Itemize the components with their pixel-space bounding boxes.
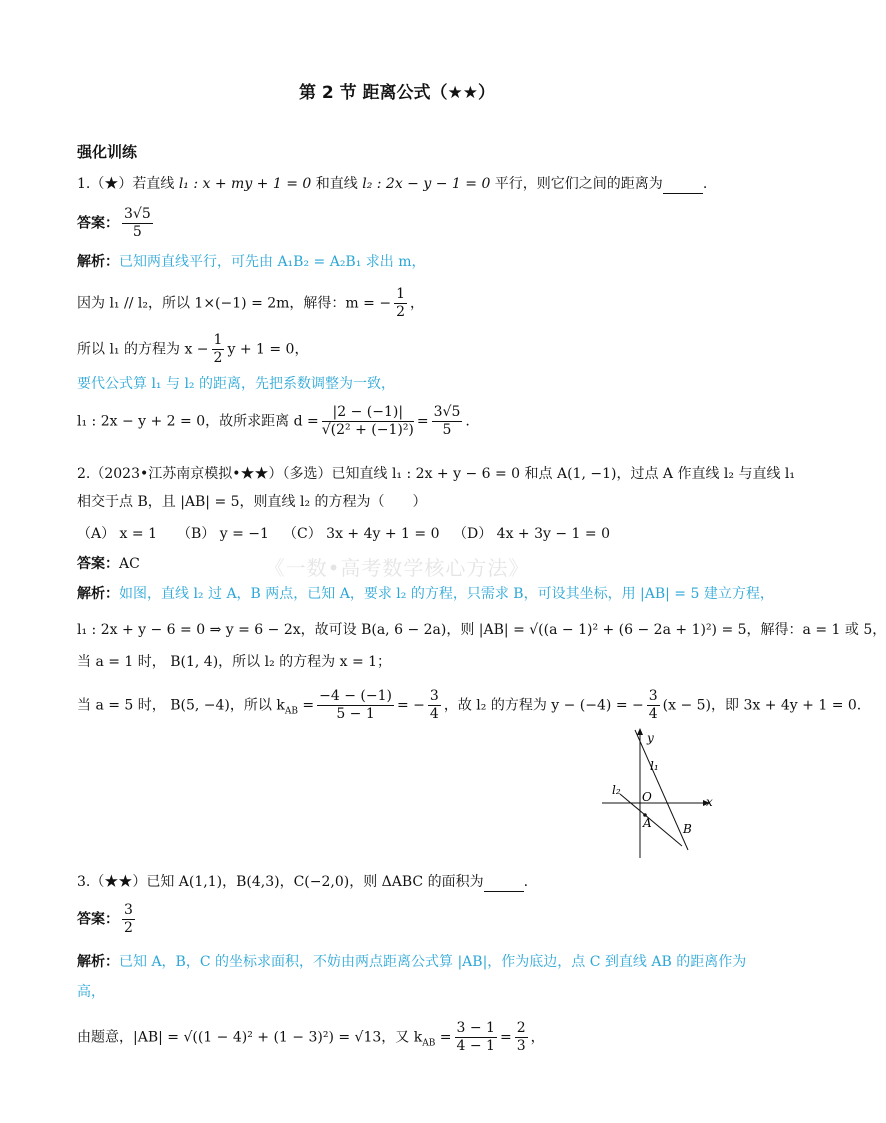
section-heading: 强化训练 bbox=[77, 143, 138, 161]
numerator: −4 − (−1) bbox=[319, 688, 392, 704]
answer-blank bbox=[484, 877, 524, 892]
denominator: 2 bbox=[213, 350, 223, 366]
q2-analysis-hint bbox=[77, 584, 774, 604]
q2-options bbox=[77, 524, 610, 544]
q3-answer-fraction bbox=[122, 902, 135, 937]
q1-step3 bbox=[77, 404, 470, 439]
denominator: 4 bbox=[648, 706, 658, 722]
label-l2: l₂ bbox=[612, 783, 621, 797]
q2-step2: 当 a = 1 时， B(1, 4)，所以 l₂ 的方程为 x = 1； bbox=[77, 654, 392, 670]
answer-blank bbox=[663, 179, 703, 194]
q2-stem-line1: 2.（2023•江苏南京模拟•★★）（多选）已知直线 l₁ : 2x + y − 6 = 0 和点 A(1, −1)，过点 A 作直线 l₂ 与直线 l₁ bbox=[77, 466, 795, 482]
q2-step3-text: 当 a = 5 时， B(5, −4)，所以 k bbox=[77, 697, 285, 714]
q3-stem-end: . bbox=[523, 874, 529, 890]
option-c: （C） 3x + 4y + 1 = 0 bbox=[283, 526, 440, 542]
q2-step3-end: (x − 5)，即 3x + 4y + 1 = 0. bbox=[662, 697, 862, 714]
numerator: |2 − (−1)| bbox=[322, 404, 414, 422]
q1-step2-text: 所以 l₁ 的方程为 x − bbox=[77, 341, 209, 358]
equals: = bbox=[297, 697, 315, 714]
q1-step3-end: . bbox=[465, 413, 470, 430]
q1-answer bbox=[77, 206, 156, 241]
subscript: AB bbox=[422, 1038, 436, 1049]
q1-answer-fraction bbox=[122, 206, 153, 241]
numerator: 3 bbox=[124, 902, 133, 918]
q3-slope-result bbox=[515, 1020, 528, 1055]
q3-stem-text: 3.（★★）已知 A(1,1)，B(4,3)，C(−2,0)，则 ΔABC 的面积为 bbox=[77, 874, 484, 890]
q2-slope-result bbox=[428, 688, 441, 723]
q2-answer bbox=[77, 554, 140, 574]
q3-step1 bbox=[77, 1020, 545, 1055]
label-l1: l₁ bbox=[650, 759, 659, 773]
q2-line-slope bbox=[647, 688, 660, 723]
equals: = bbox=[416, 413, 429, 430]
q1-stem bbox=[77, 174, 707, 194]
answer-label: 答案： bbox=[77, 556, 119, 572]
denominator: 2 bbox=[396, 304, 405, 320]
answer-label: 答案： bbox=[77, 911, 119, 928]
q3-hint-continued: 高， bbox=[77, 984, 105, 1000]
numerator: 3√5 bbox=[124, 206, 151, 222]
equals-minus: = − bbox=[396, 697, 425, 714]
numerator: 3 − 1 bbox=[456, 1020, 495, 1036]
q3-slope-fraction bbox=[455, 1020, 497, 1055]
q3-step1-text: 由题意，|AB| = √((1 − 4)² + (1 − 3)²) = √13，又 k bbox=[77, 1029, 423, 1046]
analysis-label: 解析： bbox=[77, 954, 119, 970]
label-b: B bbox=[683, 822, 692, 836]
q1-step1 bbox=[77, 286, 424, 321]
q2-answer-value: AC bbox=[119, 556, 140, 572]
label-x: x bbox=[706, 795, 713, 809]
option-d: （D） 4x + 3y − 1 = 0 bbox=[453, 526, 611, 542]
numerator: 3√5 bbox=[433, 404, 461, 420]
numerator: 2 bbox=[516, 1020, 526, 1036]
analysis-label: 解析： bbox=[77, 586, 119, 602]
q3-stem bbox=[77, 872, 528, 892]
q2-stem-line2: 相交于点 B，且 |AB| = 5，则直线 l₂ 的方程为（ ） bbox=[77, 494, 427, 510]
q1-stem-b: 和直线 bbox=[311, 176, 363, 192]
q1-step2 bbox=[77, 332, 308, 367]
answer-label: 答案： bbox=[77, 215, 119, 232]
q1-step3-text: l₁ : 2x − y + 2 = 0，故所求距离 d = bbox=[77, 413, 319, 430]
label-o: O bbox=[642, 790, 652, 804]
q1-hint2: 要代公式算 l₁ 与 l₂ 的距离，先把系数调整为一致， bbox=[77, 376, 395, 392]
q1-result-fraction bbox=[432, 404, 463, 439]
numerator: 3 bbox=[648, 688, 658, 704]
numerator: 1 bbox=[396, 286, 405, 302]
label-y: y bbox=[647, 731, 654, 745]
denominator: 5 − 1 bbox=[336, 706, 375, 722]
coordinate-figure bbox=[598, 726, 716, 860]
q1-step1-text: 因为 l₁ // l₂，所以 1×(−1) = 2m，解得：m = − bbox=[77, 295, 392, 312]
subscript: AB bbox=[284, 706, 298, 717]
q2-step1: l₁ : 2x + y − 6 = 0 ⇒ y = 6 − 2x，故可设 B(a, 6 − 2a)，则 |AB| = √((a − 1)² + (6 − 2a + 1)²) = 5，解得：a = 1 或 5， bbox=[77, 622, 886, 638]
page-title: 第 2 节 距离公式（★★） bbox=[298, 83, 496, 103]
q3-answer bbox=[77, 902, 138, 937]
y-axis-arrow bbox=[637, 728, 643, 735]
denominator: 3 bbox=[516, 1038, 526, 1054]
q1-stem-a: 1.（★）若直线 bbox=[77, 176, 179, 192]
option-a: （A） x = 1 bbox=[77, 526, 157, 542]
q1-step2-fraction bbox=[212, 332, 225, 367]
q1-distance-fraction bbox=[322, 404, 414, 439]
denominator: 5 bbox=[442, 422, 452, 438]
label-a: A bbox=[643, 816, 652, 830]
denominator: √(2² + (−1)²) bbox=[321, 422, 414, 438]
q1-step1-fraction bbox=[394, 286, 407, 321]
denominator: 4 − 1 bbox=[456, 1038, 495, 1054]
q1-step2-end: y + 1 = 0， bbox=[227, 341, 309, 358]
denominator: 5 bbox=[132, 224, 142, 240]
numerator: 3 bbox=[429, 688, 439, 704]
q3-step1-end: ， bbox=[530, 1029, 545, 1046]
denominator: 4 bbox=[429, 706, 439, 722]
q2-hint: 如图，直线 l₂ 过 A，B 两点，已知 A，要求 l₂ 的方程，只需求 B，可设其坐标，用 |AB| = 5 建立方程， bbox=[119, 586, 774, 602]
q1-step1-end: ， bbox=[410, 295, 424, 312]
equals: = bbox=[435, 1029, 452, 1046]
watermark: 《一数•高考数学核心方法》 bbox=[264, 556, 530, 580]
q1-hint: 已知两直线平行，可先由 A₁B₂ = A₂B₁ 求出 m， bbox=[119, 254, 426, 270]
q1-analysis-hint bbox=[77, 252, 426, 272]
numerator: 1 bbox=[213, 332, 223, 348]
q1-line1: l₁ : x + my + 1 = 0 bbox=[178, 176, 312, 192]
equals: = bbox=[499, 1029, 512, 1046]
q1-stem-c: 平行，则它们之间的距离为 bbox=[490, 176, 663, 192]
q2-slope-fraction bbox=[317, 688, 394, 723]
q2-step3-mid: ，故 l₂ 的方程为 y − (−4) = − bbox=[443, 697, 644, 714]
q3-analysis-hint bbox=[77, 952, 746, 972]
q2-step3 bbox=[77, 688, 861, 723]
denominator: 2 bbox=[124, 920, 133, 936]
q1-line2: l₂ : 2x − y − 1 = 0 bbox=[362, 176, 491, 192]
q1-stem-end: . bbox=[702, 176, 708, 192]
option-b: （B） y = −1 bbox=[177, 526, 269, 542]
analysis-label: 解析： bbox=[77, 254, 119, 270]
q3-hint: 已知 A，B，C 的坐标求面积，不妨由两点距离公式算 |AB|，作为底边，点 C 到直线 AB 的距离作为 bbox=[119, 954, 747, 970]
